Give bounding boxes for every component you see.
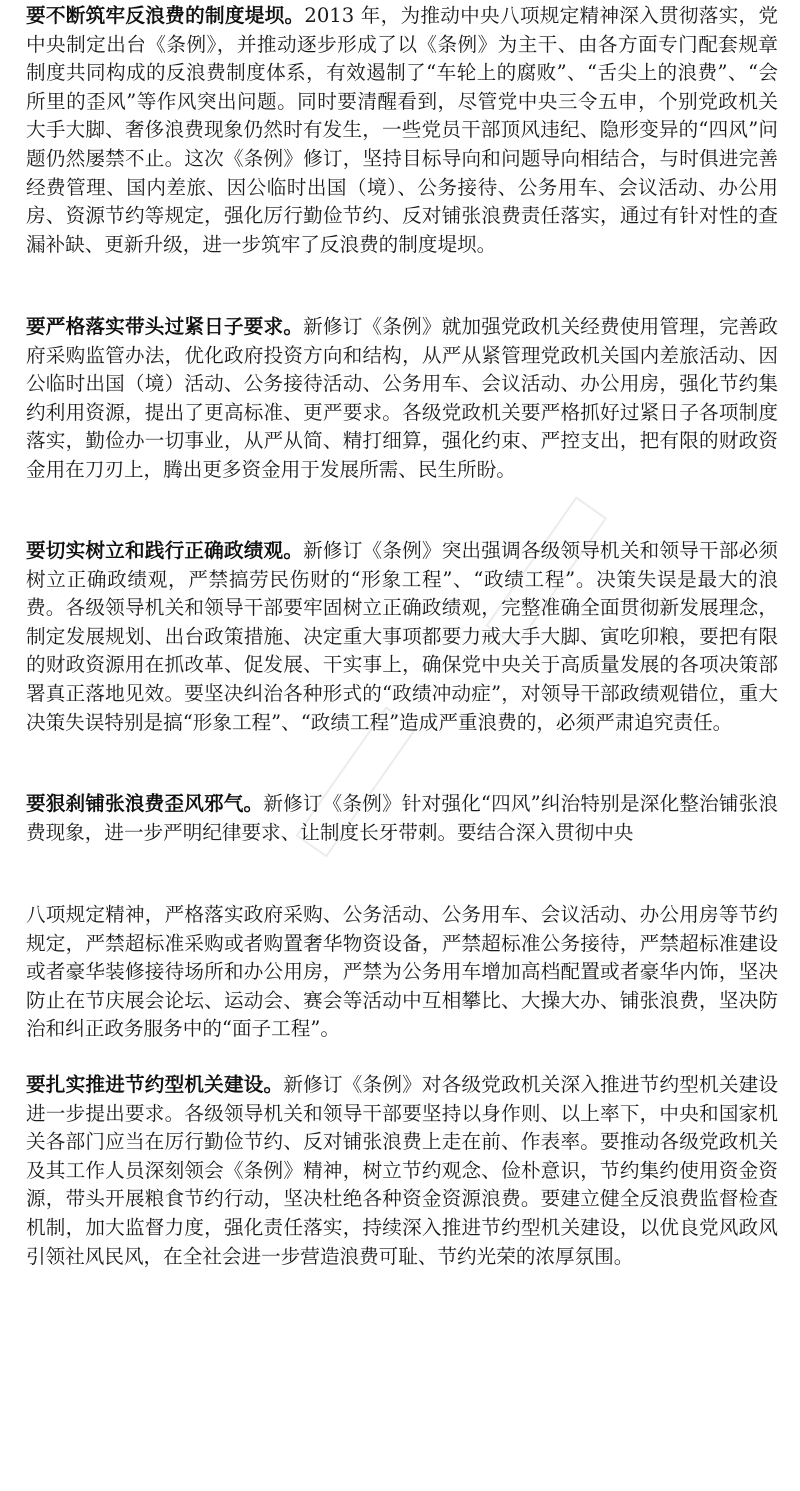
watermark — [0, 0, 1, 1]
paragraph-heading: 要狠刹铺张浪费歪风邪气。 — [26, 792, 264, 815]
paragraph-heading: 要切实树立和践行正确政绩观。 — [26, 539, 304, 562]
paragraph-frugal-agencies — [26, 1071, 778, 1271]
paragraph-heading: 要不断筑牢反浪费的制度堤坝。 — [26, 4, 305, 27]
paragraph-tight-budget — [26, 313, 778, 485]
paragraph-institutional-dike — [26, 2, 778, 259]
paragraph-heading: 要严格落实带头过紧日子要求。 — [26, 315, 304, 338]
paragraph-heading: 要扎实推进节约型机关建设。 — [26, 1073, 284, 1096]
paragraph-continuation — [26, 901, 778, 1044]
paragraph-curb-extravagance — [26, 790, 778, 847]
paragraph-body: 八项规定精神，严格落实政府采购、公务活动、公务用车、会议活动、办公用房等节约规定，严禁超标准采购或者购置奢华物资设备，严禁超标准公务接待，严禁超标准建设或者豪华装修接待场所和办公用房，严禁为公务用车增加高档配置或者豪华内饰，坚决防止在节庆展会论坛、运动会、赛会等活动中互相攀比、大操大办、铺张浪费，坚决防治和纠正政务服务中的“面子工程”。 — [26, 903, 778, 1041]
paragraph-body: 新修订《条例》针对强化“四风”纠治特别是深化整治铺张浪费现象，进一步严明纪律要求、让制度长牙带刺。要结合深入贯彻中央 — [26, 792, 778, 844]
paragraph-body: 新修订《条例》就加强党政机关经费使用管理，完善政府采购监管办法，优化政府投资方向和结构，从严从紧管理党政机关国内差旅活动、因公临时出国（境）活动、公务接待活动、公务用车、会议活动、办公用房，强化节约集约利用资源，提出了更高标准、更严要求。各级党政机关要严格抓好过紧日子各项制度落实，勤俭办一切事业，从严从简、精打细算，强化约束、严控支出，把有限的财政资金用在刀刃上，腾出更多资金用于发展所需、民生所盼。 — [26, 315, 779, 481]
paragraph-body: 新修订《条例》突出强调各级领导机关和领导干部必须树立正确政绩观，严禁搞劳民伤财的“形象工程”、“政绩工程”。决策失误是最大的浪费。各级领导机关和领导干部要牢固树立正确政绩观，完整准确全面贯彻新发展理念，制定发展规划、出台政策措施、决定重大事项都要力戒大手大脚、寅吃卯粮，要把有限的财政资源用在抓改革、促发展、干实事上，确保党中央关于高质量发展的各项决策部署真正落地见效。要坚决纠治各种形式的“政绩冲动症”，对领导干部政绩观错位，重大决策失误特别是搞“形象工程”、“政绩工程”造成严重浪费的，必须严肃追究责任。 — [26, 539, 779, 734]
paragraph-performance-view — [26, 537, 778, 737]
paragraph-body: 2013 年，为推动中央八项规定精神深入贯彻落实，党中央制定出台《条例》，并推动逐步形成了以《条例》为主干、由各方面专门配套规章制度共同构成的反浪费制度体系，有效遏制了“车轮上的腐败”、“舌尖上的浪费”、“会所里的歪风”等作风突出问题。同时要清醒看到，尽管党中央三令五申，个别党政机关大手大脚、奢侈浪费现象仍然时有发生，一些党员干部顶风违纪、隐形变异的“四风”问题仍然屡禁不止。这次《条例》修订，坚持目标导向和问题导向相结合，与时俱进完善经费管理、国内差旅、因公临时出国（境）、公务接待、公务用车、会议活动、办公用房、资源节约等规定，强化厉行勤俭节约、反对铺张浪费责任落实，通过有针对性的查漏补缺、更新升级，进一步筑牢了反浪费的制度堤坝。 — [26, 4, 779, 256]
paragraph-body: 新修订《条例》对各级党政机关深入推进节约型机关建设进一步提出要求。各级领导机关和领导干部要坚持以身作则、以上率下，中央和国家机关各部门应当在厉行勤俭节约、反对铺张浪费上走在前、作表率。要推动各级党政机关及其工作人员深刻领会《条例》精神，树立节约观念、俭朴意识，节约集约使用资金资源，带头开展粮食节约行动，坚决杜绝各种资金资源浪费。要建立健全反浪费监督检查机制，加大监督力度，强化责任落实，持续深入推进节约型机关建设，以优良党风政风引领社风民风，在全社会进一步营造浪费可耻、节约光荣的浓厚氛围。 — [26, 1073, 779, 1268]
